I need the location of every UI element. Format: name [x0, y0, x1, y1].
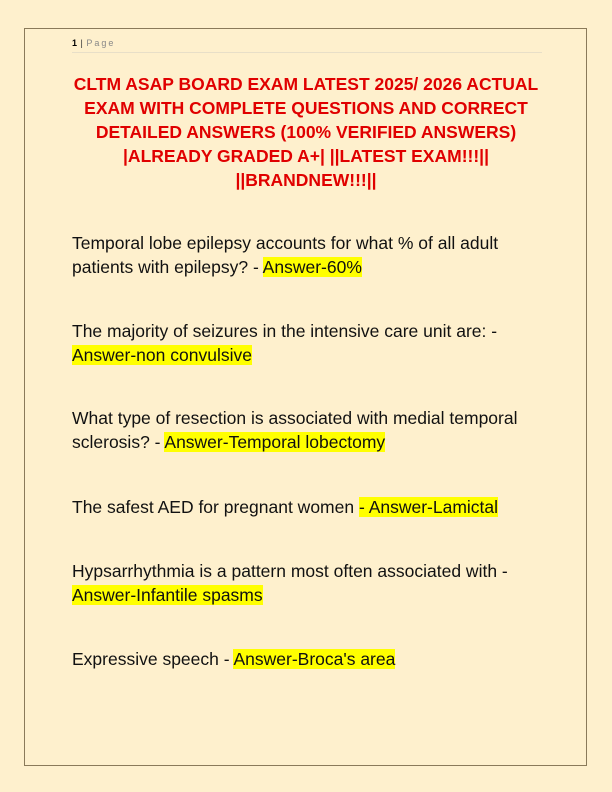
- answer: - Answer-Lamictal: [358, 497, 499, 517]
- qa-item: [72, 406, 547, 454]
- answer: Answer-Broca's area: [233, 649, 396, 669]
- page-number: 1: [72, 38, 78, 48]
- question: The safest AED for pregnant women: [72, 497, 359, 517]
- question: Expressive speech -: [72, 649, 234, 669]
- header-separator: |: [80, 38, 84, 48]
- qa-item: [72, 559, 547, 607]
- page-label: Page: [86, 38, 116, 48]
- question: What type of resection is associated with medial temporal sclerosis? -: [72, 408, 518, 452]
- question: The majority of seizures in the intensive care unit are: -: [72, 321, 498, 341]
- qa-item: [72, 495, 547, 519]
- answer: Answer-non convulsive: [72, 345, 252, 365]
- document-title: CLTM ASAP BOARD EXAM LATEST 2025/ 2026 ACTUAL EXAM WITH COMPLETE QUESTIONS AND CORRECT DETAILED ANSWERS (100% VERIFIED ANSWERS) |ALREADY GRADED A+| ||LATEST EXAM!!!|| ||BRANDNEW!!!||: [73, 74, 539, 190]
- question: Temporal lobe epilepsy accounts for what % of all adult patients with epilepsy? -: [72, 233, 499, 277]
- answer: Answer-60%: [262, 257, 362, 277]
- qa-item: [72, 231, 547, 279]
- answer: Answer-Temporal lobectomy: [164, 432, 386, 452]
- qa-item: [72, 319, 547, 367]
- page-header: [72, 38, 115, 48]
- qa-item: [72, 647, 547, 671]
- answer: Answer-Infantile spasms: [72, 585, 263, 605]
- question: Hypsarrhythmia is a pattern most often associated with -: [72, 561, 508, 581]
- header-divider: [72, 52, 542, 53]
